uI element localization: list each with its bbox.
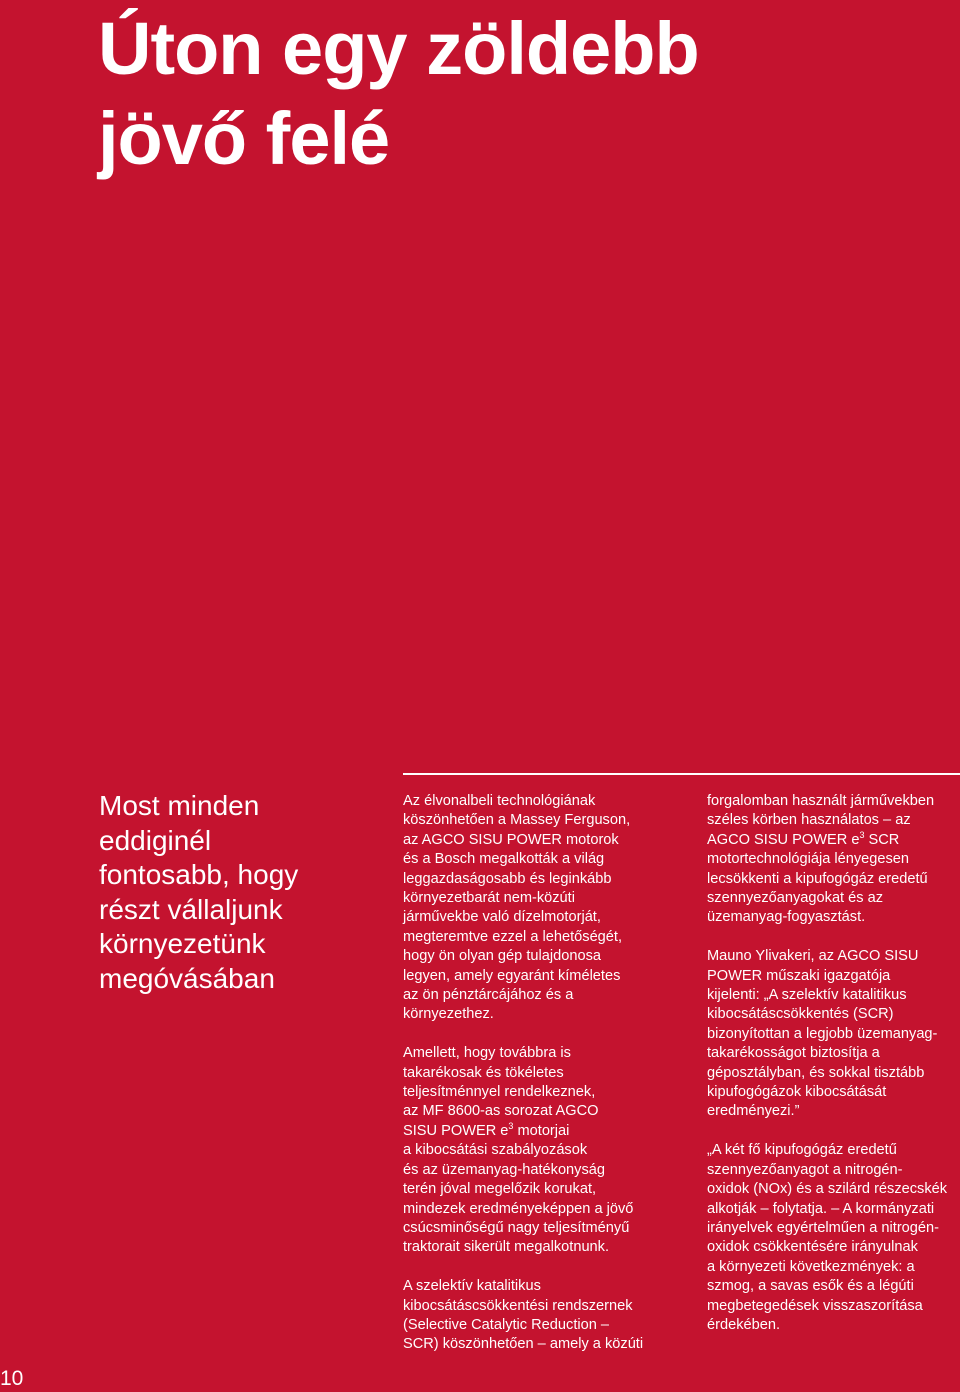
text-line: szmog, a savas esők és a légúti xyxy=(707,1278,914,1295)
text-line: motortechnológiája lényegesen xyxy=(707,851,910,868)
text-line: takarékosak és tökéletes xyxy=(403,1064,564,1081)
text-line: alkotják – folytatja. – A kormányzati xyxy=(707,1200,935,1217)
text-line: mindezek eredményeképpen a jövő xyxy=(403,1200,634,1217)
text-line: leggazdaságosabb és leginkább xyxy=(403,870,612,887)
text-line: Amellett, hogy továbbra is xyxy=(403,1045,571,1062)
text-line: és a Bosch megalkották a világ xyxy=(403,851,605,868)
text-line: oxidok csökkentésére irányulnak xyxy=(707,1239,918,1256)
text-line: „A két fő kipufogógáz eredetű xyxy=(707,1142,897,1159)
intro-line: környezetünk xyxy=(99,928,266,959)
text-line: széles körben használatos – az xyxy=(707,812,911,829)
text-fragment: AGCO SISU POWER e xyxy=(707,831,860,848)
paragraph-scr-continued xyxy=(707,792,960,928)
text-line: a kibocsátási szabályozások xyxy=(403,1142,588,1159)
text-line: a környezeti következmények: a xyxy=(707,1258,915,1275)
text-line: szennyezőanyagot a nitrogén- xyxy=(707,1161,903,1178)
text-fragment: SCR xyxy=(864,831,900,848)
text-line: eredményezi.” xyxy=(707,1103,800,1120)
text-line: oxidok (NOx) és a szilárd részecskék xyxy=(707,1181,948,1198)
text-line: A szelektív katalitikus xyxy=(403,1278,541,1295)
paragraph-quote-director xyxy=(707,947,960,1122)
page-number: 10 xyxy=(0,1367,24,1390)
text-line: köszönhetően a Massey Ferguson, xyxy=(403,812,631,829)
text-line: üzemanyag-fogyasztást. xyxy=(707,909,866,926)
text-line: terén jóval megelőzik korukat, xyxy=(403,1181,597,1198)
text-line: az MF 8600-as sorozat AGCO xyxy=(403,1103,599,1120)
superscript: 3 xyxy=(508,1120,514,1131)
text-line: szennyezőanyagokat és az xyxy=(707,890,884,907)
text-line: kijelenti: „A szelektív katalitikus xyxy=(707,987,907,1004)
intro-line: részt vállaljunk xyxy=(99,893,283,925)
text-line: Mauno Ylivakeri, az AGCO SISU xyxy=(707,948,919,965)
text-line: Az élvonalbeli technológiának xyxy=(403,793,596,809)
paragraph-technology xyxy=(403,792,673,1025)
text-line: irányelvek egyértelműen a nitrogén- xyxy=(707,1219,940,1236)
text-line: az ön pénztárcájához és a xyxy=(403,987,574,1004)
text-line: SCR) köszönhetően – amely a közúti xyxy=(403,1336,644,1353)
body-column-1 xyxy=(403,792,673,1374)
text-line: megbetegedések visszaszorítása xyxy=(707,1297,923,1314)
text-line: környezethez. xyxy=(403,1006,494,1023)
body-column-2 xyxy=(707,792,960,1355)
text-line: környezetbarát nem-közúti xyxy=(403,890,575,907)
paragraph-scr xyxy=(403,1277,673,1355)
text-line: járművekbe való dízelmotorját, xyxy=(403,909,601,926)
title-line-2: jövő felé xyxy=(98,97,390,180)
text-line: takarékosságot biztosítja a xyxy=(707,1045,880,1062)
text-line: csúcsminőségű nagy teljesítményű xyxy=(403,1219,630,1236)
section-divider xyxy=(403,773,960,775)
text-line: POWER műszaki igazgatója xyxy=(707,967,891,984)
intro-line: Most minden xyxy=(99,790,260,821)
text-line: lecsökkenti a kipufogógáz eredetű xyxy=(707,870,928,887)
title-line-1: Úton egy zöldebb xyxy=(98,7,699,90)
text-line: teljesítménnyel rendelkeznek, xyxy=(403,1084,596,1101)
paragraph-quote-emissions xyxy=(707,1141,960,1335)
intro-line: eddiginél xyxy=(99,824,212,856)
text-line: érdekében. xyxy=(707,1316,781,1333)
intro-line: fontosabb, hogy xyxy=(99,859,299,890)
text-line: forgalomban használt járművekben xyxy=(707,793,935,809)
text-fragment: SISU POWER e xyxy=(403,1122,509,1139)
text-line: (Selective Catalytic Reduction – xyxy=(403,1316,610,1333)
paragraph-performance xyxy=(403,1044,673,1257)
intro-heading xyxy=(99,789,369,996)
text-line: hogy ön olyan gép tulajdonosa xyxy=(403,948,601,965)
text-line: kipufogógázok kibocsátását xyxy=(707,1084,887,1101)
intro-line: megóvásában xyxy=(99,962,275,994)
page-title xyxy=(98,4,798,184)
text-line xyxy=(707,831,960,850)
text-line: legyen, amely egyaránt kíméletes xyxy=(403,967,621,984)
text-line: géposztályban, és sokkal tisztább xyxy=(707,1064,925,1081)
text-line: bizonyítottan a legjobb üzemanyag- xyxy=(707,1025,938,1042)
text-line: traktorait sikerült megalkotnunk. xyxy=(403,1239,610,1256)
text-line: kibocsátáscsökkentés (SCR) xyxy=(707,1006,894,1023)
superscript: 3 xyxy=(859,829,865,840)
text-line: megteremtve ezzel a lehetőségét, xyxy=(403,928,623,945)
text-fragment: motorjai xyxy=(513,1122,570,1139)
text-line: és az üzemanyag-hatékonyság xyxy=(403,1161,606,1178)
text-line: kibocsátáscsökkentési rendszernek xyxy=(403,1297,633,1314)
text-line: az AGCO SISU POWER motorok xyxy=(403,831,619,848)
text-line xyxy=(403,1122,673,1141)
